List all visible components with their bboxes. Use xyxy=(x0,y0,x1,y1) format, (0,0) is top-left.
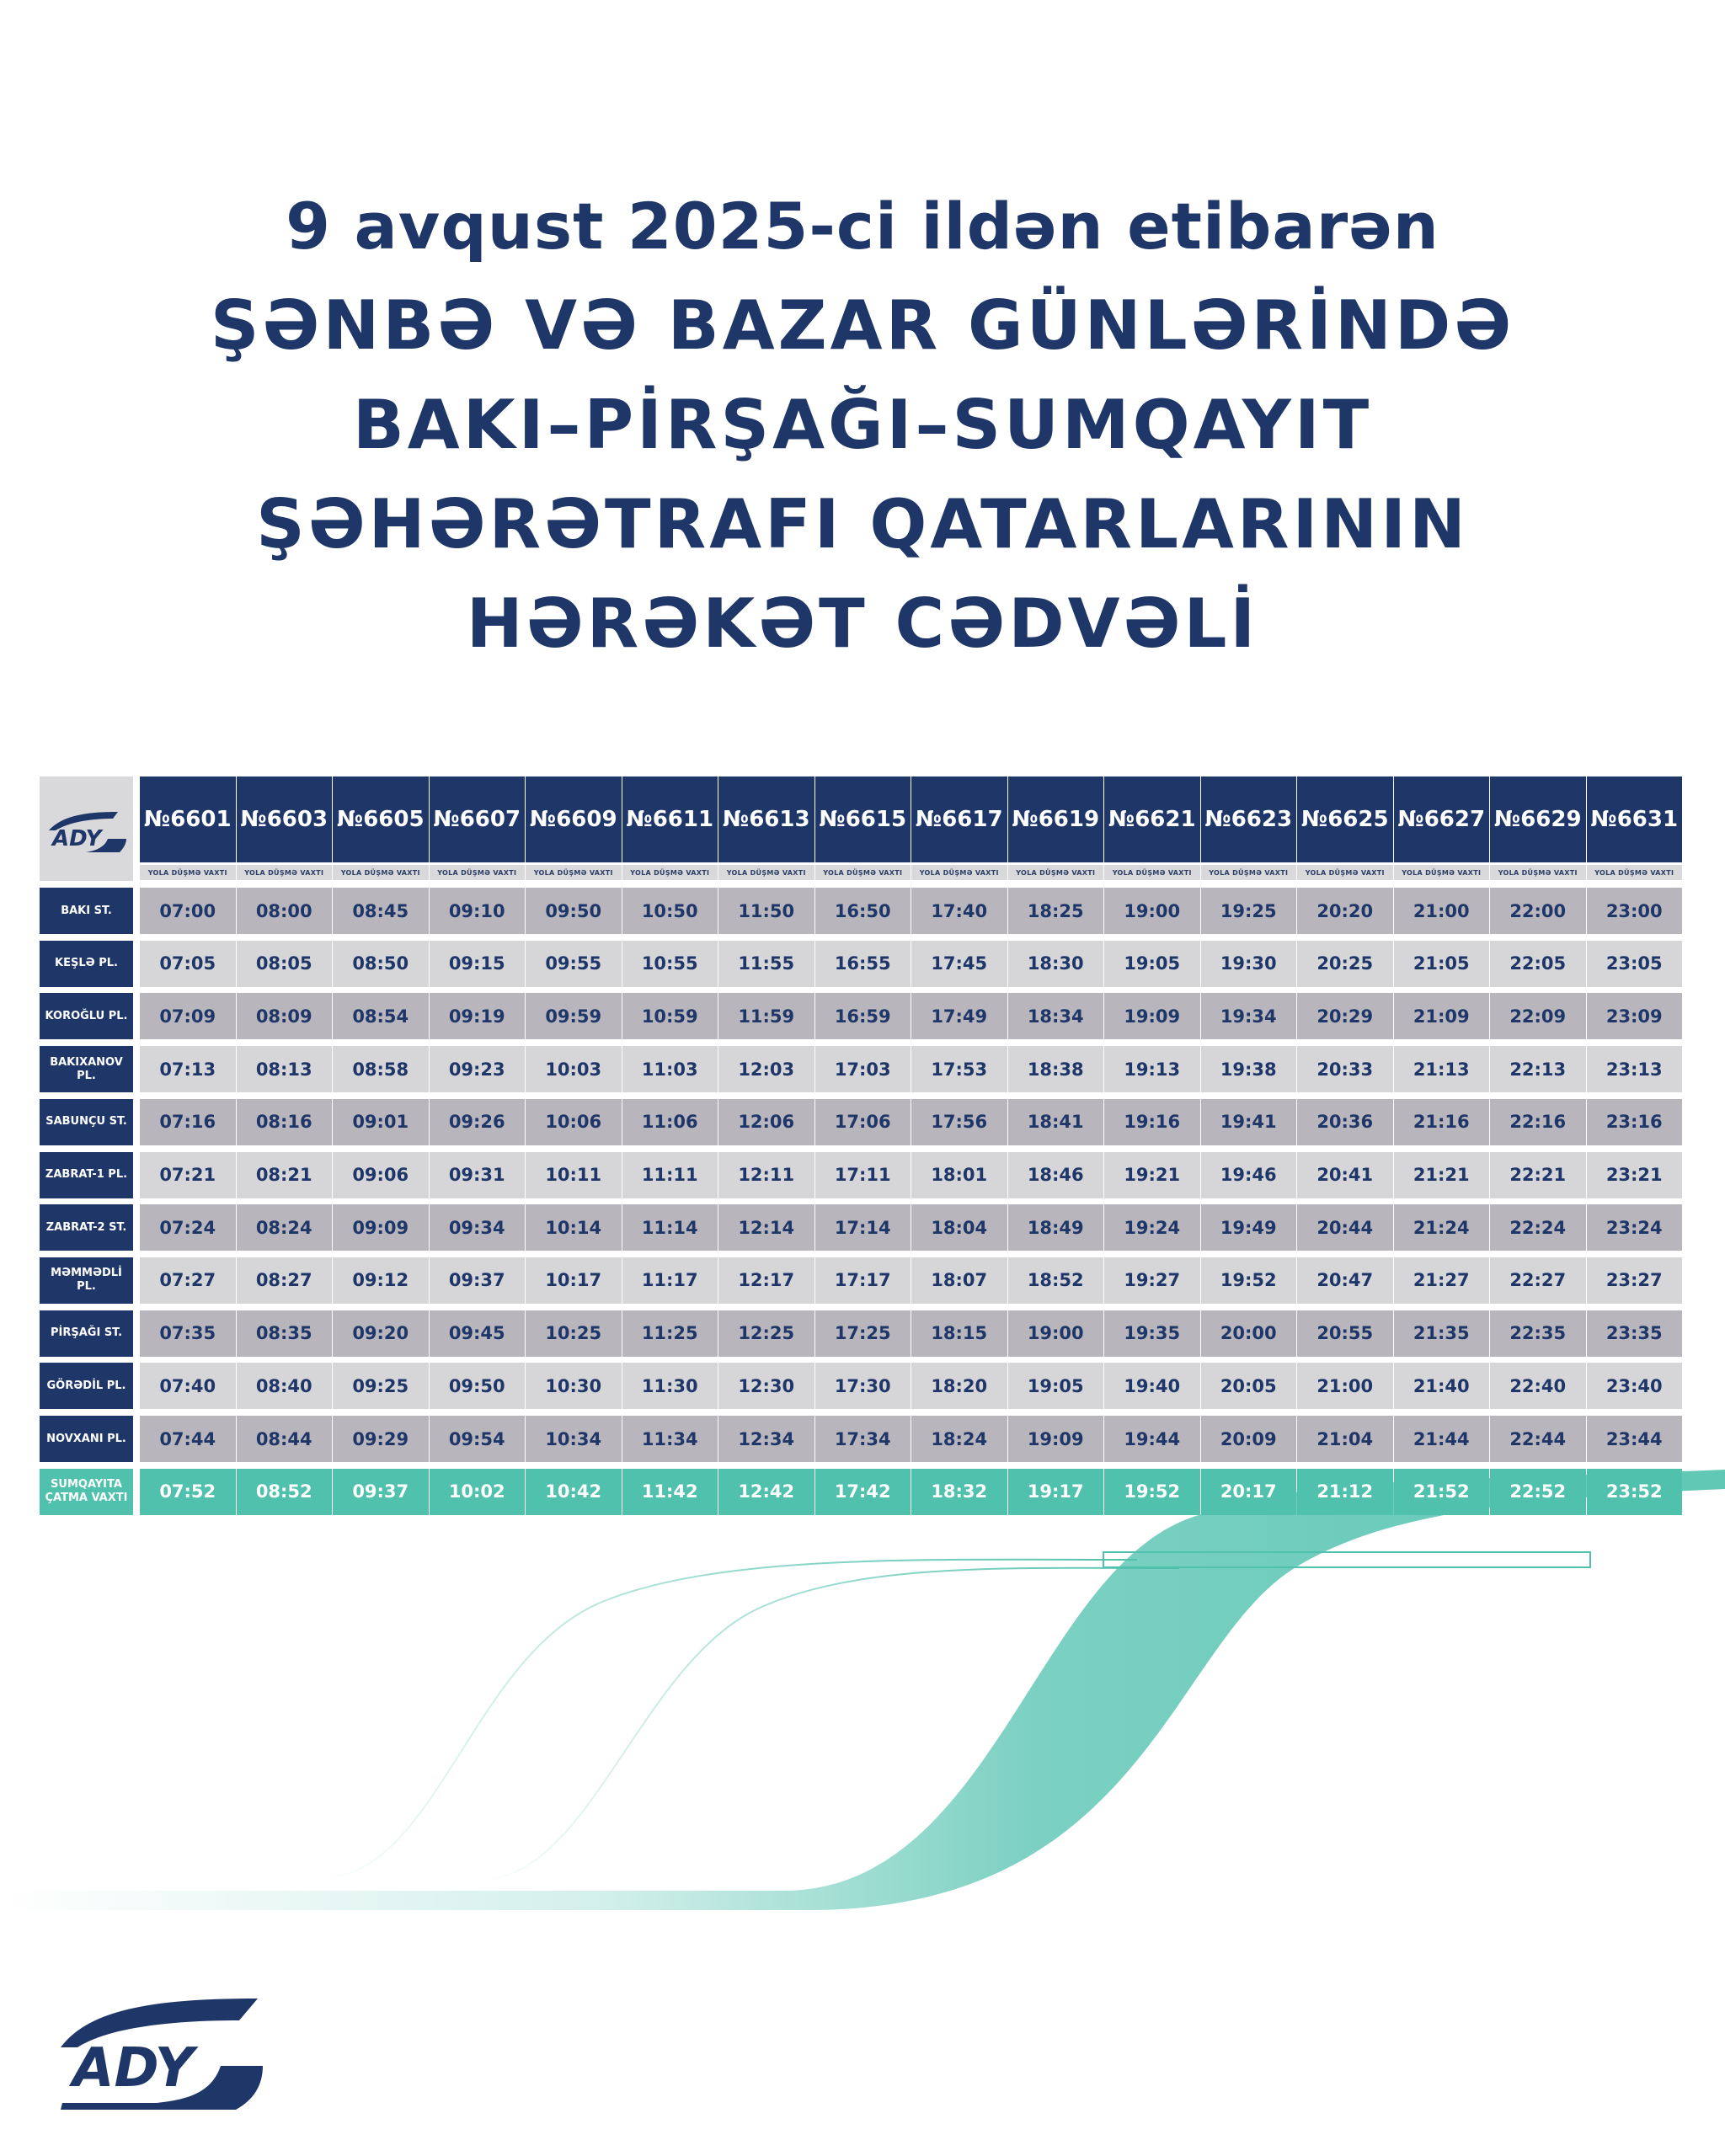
time-cell: 07:24 xyxy=(140,1204,236,1251)
time-cell: 23:44 xyxy=(1587,1416,1683,1462)
time-cell: 21:27 xyxy=(1394,1257,1490,1304)
departure-time-label: YOLA DÜŞMƏ VAXTI xyxy=(622,865,718,880)
time-cell: 21:21 xyxy=(1394,1152,1490,1198)
time-cell: 19:13 xyxy=(1104,1046,1200,1092)
time-cell: 20:41 xyxy=(1297,1152,1393,1198)
time-cell: 17:45 xyxy=(911,941,1007,987)
time-cell: 16:59 xyxy=(815,993,911,1039)
time-cell: 12:34 xyxy=(718,1416,814,1462)
time-cell: 11:14 xyxy=(622,1204,718,1251)
time-cell: 19:49 xyxy=(1201,1204,1297,1251)
time-cell: 11:06 xyxy=(622,1099,718,1145)
time-cell: 22:24 xyxy=(1490,1204,1586,1251)
ady-logo xyxy=(56,1992,266,2118)
departure-time-label: YOLA DÜŞMƏ VAXTI xyxy=(1490,865,1586,880)
departure-time-label: YOLA DÜŞMƏ VAXTI xyxy=(815,865,911,880)
time-cell: 21:09 xyxy=(1394,993,1490,1039)
time-cell: 10:59 xyxy=(622,993,718,1039)
station-name: KOROĞLU PL. xyxy=(40,993,133,1039)
time-cell: 09:06 xyxy=(333,1152,429,1198)
arrival-time-cell: 19:17 xyxy=(1008,1469,1104,1515)
time-cell: 18:34 xyxy=(1008,993,1104,1039)
time-cell: 12:14 xyxy=(718,1204,814,1251)
arrival-time-cell: 11:42 xyxy=(622,1469,718,1515)
time-cell: 11:59 xyxy=(718,993,814,1039)
time-cell: 10:50 xyxy=(622,888,718,934)
departure-time-label: YOLA DÜŞMƏ VAXTI xyxy=(1587,865,1683,880)
station-name: NOVXANI PL. xyxy=(40,1416,133,1462)
arrival-time-cell: 17:42 xyxy=(815,1469,911,1515)
time-cell: 09:15 xyxy=(430,941,526,987)
time-cell: 23:40 xyxy=(1587,1363,1683,1409)
time-cell: 21:16 xyxy=(1394,1099,1490,1145)
station-name: BAKIXANOV PL. xyxy=(40,1046,133,1092)
time-cell: 20:00 xyxy=(1201,1310,1297,1357)
train-number-header: №6611 xyxy=(622,776,718,862)
time-cell: 07:27 xyxy=(140,1257,236,1304)
time-cell: 07:13 xyxy=(140,1046,236,1092)
train-number-header: №6607 xyxy=(430,776,526,862)
time-cell: 17:56 xyxy=(911,1099,1007,1145)
time-cell: 11:55 xyxy=(718,941,814,987)
departure-time-label: YOLA DÜŞMƏ VAXTI xyxy=(718,865,814,880)
arrival-label: SUMQAYITA ÇATMA VAXTI xyxy=(40,1469,133,1515)
arrival-time-cell: 21:12 xyxy=(1297,1469,1393,1515)
departure-time-label: YOLA DÜŞMƏ VAXTI xyxy=(526,865,622,880)
time-cell: 22:16 xyxy=(1490,1099,1586,1145)
ady-logo-small-text: ADY xyxy=(52,826,102,851)
title-line-5: HƏRƏKƏT CƏDVƏLİ xyxy=(466,584,1259,663)
time-cell: 11:03 xyxy=(622,1046,718,1092)
arrival-time-cell: 09:37 xyxy=(333,1469,429,1515)
arrival-time-cell: 07:52 xyxy=(140,1469,236,1515)
departure-time-label: YOLA DÜŞMƏ VAXTI xyxy=(1104,865,1200,880)
time-cell: 18:15 xyxy=(911,1310,1007,1357)
time-cell: 17:53 xyxy=(911,1046,1007,1092)
time-cell: 22:44 xyxy=(1490,1416,1586,1462)
time-cell: 20:47 xyxy=(1297,1257,1393,1304)
arrival-time-cell: 12:42 xyxy=(718,1469,814,1515)
time-cell: 17:30 xyxy=(815,1363,911,1409)
time-cell: 22:09 xyxy=(1490,993,1586,1039)
time-cell: 08:24 xyxy=(237,1204,333,1251)
train-number-header: №6605 xyxy=(333,776,429,862)
arrival-time-cell: 10:02 xyxy=(430,1469,526,1515)
time-cell: 07:21 xyxy=(140,1152,236,1198)
time-cell: 17:03 xyxy=(815,1046,911,1092)
time-cell: 09:09 xyxy=(333,1204,429,1251)
time-cell: 19:16 xyxy=(1104,1099,1200,1145)
time-cell: 19:21 xyxy=(1104,1152,1200,1198)
time-cell: 19:05 xyxy=(1008,1363,1104,1409)
time-cell: 08:16 xyxy=(237,1099,333,1145)
train-number-header: №6603 xyxy=(237,776,333,862)
time-cell: 20:05 xyxy=(1201,1363,1297,1409)
time-cell: 09:54 xyxy=(430,1416,526,1462)
time-cell: 08:21 xyxy=(237,1152,333,1198)
arrival-time-cell: 18:32 xyxy=(911,1469,1007,1515)
time-cell: 09:26 xyxy=(430,1099,526,1145)
departure-time-label: YOLA DÜŞMƏ VAXTI xyxy=(237,865,333,880)
time-cell: 08:45 xyxy=(333,888,429,934)
time-cell: 22:05 xyxy=(1490,941,1586,987)
ady-logo-small xyxy=(45,808,130,859)
time-cell: 09:25 xyxy=(333,1363,429,1409)
time-cell: 20:29 xyxy=(1297,993,1393,1039)
time-cell: 23:27 xyxy=(1587,1257,1683,1304)
time-cell: 09:34 xyxy=(430,1204,526,1251)
train-number-header: №6623 xyxy=(1201,776,1297,862)
time-cell: 19:27 xyxy=(1104,1257,1200,1304)
time-cell: 08:09 xyxy=(237,993,333,1039)
station-name: GÖRƏDİL PL. xyxy=(40,1363,133,1409)
train-number-header: №6615 xyxy=(815,776,911,862)
time-cell: 09:10 xyxy=(430,888,526,934)
time-cell: 09:20 xyxy=(333,1310,429,1357)
time-cell: 07:16 xyxy=(140,1099,236,1145)
time-cell: 09:29 xyxy=(333,1416,429,1462)
time-cell: 07:40 xyxy=(140,1363,236,1409)
time-cell: 17:11 xyxy=(815,1152,911,1198)
time-cell: 18:20 xyxy=(911,1363,1007,1409)
time-cell: 10:11 xyxy=(526,1152,622,1198)
time-cell: 10:30 xyxy=(526,1363,622,1409)
time-cell: 09:12 xyxy=(333,1257,429,1304)
station-name: BAKI ST. xyxy=(40,888,133,934)
time-cell: 20:36 xyxy=(1297,1099,1393,1145)
time-cell: 17:14 xyxy=(815,1204,911,1251)
time-cell: 08:05 xyxy=(237,941,333,987)
time-cell: 10:03 xyxy=(526,1046,622,1092)
train-number-header: №6613 xyxy=(718,776,814,862)
time-cell: 07:05 xyxy=(140,941,236,987)
time-cell: 18:46 xyxy=(1008,1152,1104,1198)
time-cell: 07:44 xyxy=(140,1416,236,1462)
time-cell: 12:25 xyxy=(718,1310,814,1357)
station-name: KEŞLƏ PL. xyxy=(40,941,133,987)
time-cell: 21:35 xyxy=(1394,1310,1490,1357)
time-cell: 11:34 xyxy=(622,1416,718,1462)
time-cell: 23:16 xyxy=(1587,1099,1683,1145)
time-cell: 08:54 xyxy=(333,993,429,1039)
time-cell: 09:31 xyxy=(430,1152,526,1198)
time-cell: 19:09 xyxy=(1104,993,1200,1039)
time-cell: 07:35 xyxy=(140,1310,236,1357)
time-cell: 19:00 xyxy=(1104,888,1200,934)
time-cell: 19:09 xyxy=(1008,1416,1104,1462)
station-name: PİRŞAĞI ST. xyxy=(40,1310,133,1357)
time-cell: 10:34 xyxy=(526,1416,622,1462)
train-number-header: №6621 xyxy=(1104,776,1200,862)
time-cell: 22:13 xyxy=(1490,1046,1586,1092)
train-number-header: №6601 xyxy=(140,776,236,862)
time-cell: 23:21 xyxy=(1587,1152,1683,1198)
arrival-time-cell: 10:42 xyxy=(526,1469,622,1515)
train-number-header: №6617 xyxy=(911,776,1007,862)
time-cell: 11:50 xyxy=(718,888,814,934)
time-cell: 20:20 xyxy=(1297,888,1393,934)
time-cell: 20:44 xyxy=(1297,1204,1393,1251)
departure-time-label: YOLA DÜŞMƏ VAXTI xyxy=(140,865,236,880)
time-cell: 09:37 xyxy=(430,1257,526,1304)
time-cell: 12:03 xyxy=(718,1046,814,1092)
time-cell: 08:44 xyxy=(237,1416,333,1462)
station-name: ZABRAT-2 ST. xyxy=(40,1204,133,1251)
time-cell: 19:35 xyxy=(1104,1310,1200,1357)
time-cell: 18:04 xyxy=(911,1204,1007,1251)
time-cell: 17:40 xyxy=(911,888,1007,934)
time-cell: 19:52 xyxy=(1201,1257,1297,1304)
train-number-header: №6629 xyxy=(1490,776,1586,862)
train-number-header: №6625 xyxy=(1297,776,1393,862)
time-cell: 21:05 xyxy=(1394,941,1490,987)
time-cell: 10:55 xyxy=(622,941,718,987)
time-cell: 17:34 xyxy=(815,1416,911,1462)
time-cell: 12:11 xyxy=(718,1152,814,1198)
arrival-time-cell: 21:52 xyxy=(1394,1469,1490,1515)
title-date-line: 9 avqust 2025-ci ildən etibarən xyxy=(286,189,1439,264)
time-cell: 10:06 xyxy=(526,1099,622,1145)
time-cell: 09:50 xyxy=(526,888,622,934)
time-cell: 19:44 xyxy=(1104,1416,1200,1462)
time-cell: 17:25 xyxy=(815,1310,911,1357)
time-cell: 10:14 xyxy=(526,1204,622,1251)
train-number-header: №6627 xyxy=(1394,776,1490,862)
time-cell: 20:55 xyxy=(1297,1310,1393,1357)
time-cell: 18:41 xyxy=(1008,1099,1104,1145)
train-number-header: №6619 xyxy=(1008,776,1104,862)
time-cell: 08:35 xyxy=(237,1310,333,1357)
departure-time-label: YOLA DÜŞMƏ VAXTI xyxy=(1297,865,1393,880)
arrival-time-cell: 08:52 xyxy=(237,1469,333,1515)
time-cell: 12:06 xyxy=(718,1099,814,1145)
time-cell: 23:13 xyxy=(1587,1046,1683,1092)
departure-time-label: YOLA DÜŞMƏ VAXTI xyxy=(1394,865,1490,880)
time-cell: 10:17 xyxy=(526,1257,622,1304)
time-cell: 09:59 xyxy=(526,993,622,1039)
time-cell: 23:05 xyxy=(1587,941,1683,987)
time-cell: 12:17 xyxy=(718,1257,814,1304)
time-cell: 18:24 xyxy=(911,1416,1007,1462)
time-cell: 19:34 xyxy=(1201,993,1297,1039)
departure-time-label: YOLA DÜŞMƏ VAXTI xyxy=(911,865,1007,880)
arrival-time-cell: 19:52 xyxy=(1104,1469,1200,1515)
time-cell: 23:24 xyxy=(1587,1204,1683,1251)
time-cell: 16:50 xyxy=(815,888,911,934)
time-cell: 19:41 xyxy=(1201,1099,1297,1145)
time-cell: 19:24 xyxy=(1104,1204,1200,1251)
time-cell: 11:25 xyxy=(622,1310,718,1357)
time-cell: 09:55 xyxy=(526,941,622,987)
time-cell: 17:06 xyxy=(815,1099,911,1145)
time-cell: 19:05 xyxy=(1104,941,1200,987)
time-cell: 09:01 xyxy=(333,1099,429,1145)
title-line-2: ŞƏNBƏ VƏ BAZAR GÜNLƏRİNDƏ xyxy=(210,286,1515,365)
time-cell: 19:25 xyxy=(1201,888,1297,934)
departure-time-label: YOLA DÜŞMƏ VAXTI xyxy=(333,865,429,880)
title-line-4: ŞƏHƏRƏTRAFI QATARLARININ xyxy=(256,485,1469,563)
station-name: SABUNÇU ST. xyxy=(40,1099,133,1145)
departure-time-label: YOLA DÜŞMƏ VAXTI xyxy=(430,865,526,880)
time-cell: 21:00 xyxy=(1394,888,1490,934)
time-cell: 23:35 xyxy=(1587,1310,1683,1357)
time-cell: 23:09 xyxy=(1587,993,1683,1039)
time-cell: 17:17 xyxy=(815,1257,911,1304)
time-cell: 11:11 xyxy=(622,1152,718,1198)
departure-time-label: YOLA DÜŞMƏ VAXTI xyxy=(1201,865,1297,880)
time-cell: 17:49 xyxy=(911,993,1007,1039)
train-number-header: №6631 xyxy=(1587,776,1683,862)
time-cell: 18:52 xyxy=(1008,1257,1104,1304)
time-cell: 22:40 xyxy=(1490,1363,1586,1409)
station-name: MƏMMƏDLİ PL. xyxy=(40,1257,133,1304)
time-cell: 18:49 xyxy=(1008,1204,1104,1251)
station-name: ZABRAT-1 PL. xyxy=(40,1152,133,1198)
time-cell: 20:09 xyxy=(1201,1416,1297,1462)
ady-logo-text: ADY xyxy=(72,2037,195,2100)
time-cell: 09:23 xyxy=(430,1046,526,1092)
time-cell: 22:00 xyxy=(1490,888,1586,934)
page-title xyxy=(0,177,1725,674)
time-cell: 19:38 xyxy=(1201,1046,1297,1092)
time-cell: 10:25 xyxy=(526,1310,622,1357)
time-cell: 21:04 xyxy=(1297,1416,1393,1462)
time-cell: 19:46 xyxy=(1201,1152,1297,1198)
time-cell: 11:30 xyxy=(622,1363,718,1409)
time-cell: 21:00 xyxy=(1297,1363,1393,1409)
time-cell: 18:07 xyxy=(911,1257,1007,1304)
time-cell: 08:50 xyxy=(333,941,429,987)
time-cell: 22:35 xyxy=(1490,1310,1586,1357)
time-cell: 22:21 xyxy=(1490,1152,1586,1198)
time-cell: 09:50 xyxy=(430,1363,526,1409)
time-cell: 09:45 xyxy=(430,1310,526,1357)
time-cell: 18:38 xyxy=(1008,1046,1104,1092)
time-cell: 11:17 xyxy=(622,1257,718,1304)
time-cell: 08:58 xyxy=(333,1046,429,1092)
time-cell: 22:27 xyxy=(1490,1257,1586,1304)
time-cell: 19:40 xyxy=(1104,1363,1200,1409)
time-cell: 07:00 xyxy=(140,888,236,934)
time-cell: 18:30 xyxy=(1008,941,1104,987)
time-cell: 19:00 xyxy=(1008,1310,1104,1357)
arrival-time-cell: 23:52 xyxy=(1587,1469,1683,1515)
time-cell: 08:40 xyxy=(237,1363,333,1409)
time-cell: 21:13 xyxy=(1394,1046,1490,1092)
arrival-time-cell: 22:52 xyxy=(1490,1469,1586,1515)
train-number-header: №6609 xyxy=(526,776,622,862)
time-cell: 08:27 xyxy=(237,1257,333,1304)
time-cell: 21:24 xyxy=(1394,1204,1490,1251)
time-cell: 18:01 xyxy=(911,1152,1007,1198)
time-cell: 12:30 xyxy=(718,1363,814,1409)
time-cell: 16:55 xyxy=(815,941,911,987)
time-cell: 07:09 xyxy=(140,993,236,1039)
time-cell: 08:13 xyxy=(237,1046,333,1092)
arrival-time-cell: 20:17 xyxy=(1201,1469,1297,1515)
time-cell: 19:30 xyxy=(1201,941,1297,987)
time-cell: 18:25 xyxy=(1008,888,1104,934)
time-cell: 09:19 xyxy=(430,993,526,1039)
time-cell: 08:00 xyxy=(237,888,333,934)
departure-time-label: YOLA DÜŞMƏ VAXTI xyxy=(1008,865,1104,880)
time-cell: 20:33 xyxy=(1297,1046,1393,1092)
time-cell: 21:40 xyxy=(1394,1363,1490,1409)
title-line-3: BAKI–PİRŞAĞI–SUMQAYIT xyxy=(352,386,1373,464)
time-cell: 20:25 xyxy=(1297,941,1393,987)
time-cell: 23:00 xyxy=(1587,888,1683,934)
time-cell: 21:44 xyxy=(1394,1416,1490,1462)
